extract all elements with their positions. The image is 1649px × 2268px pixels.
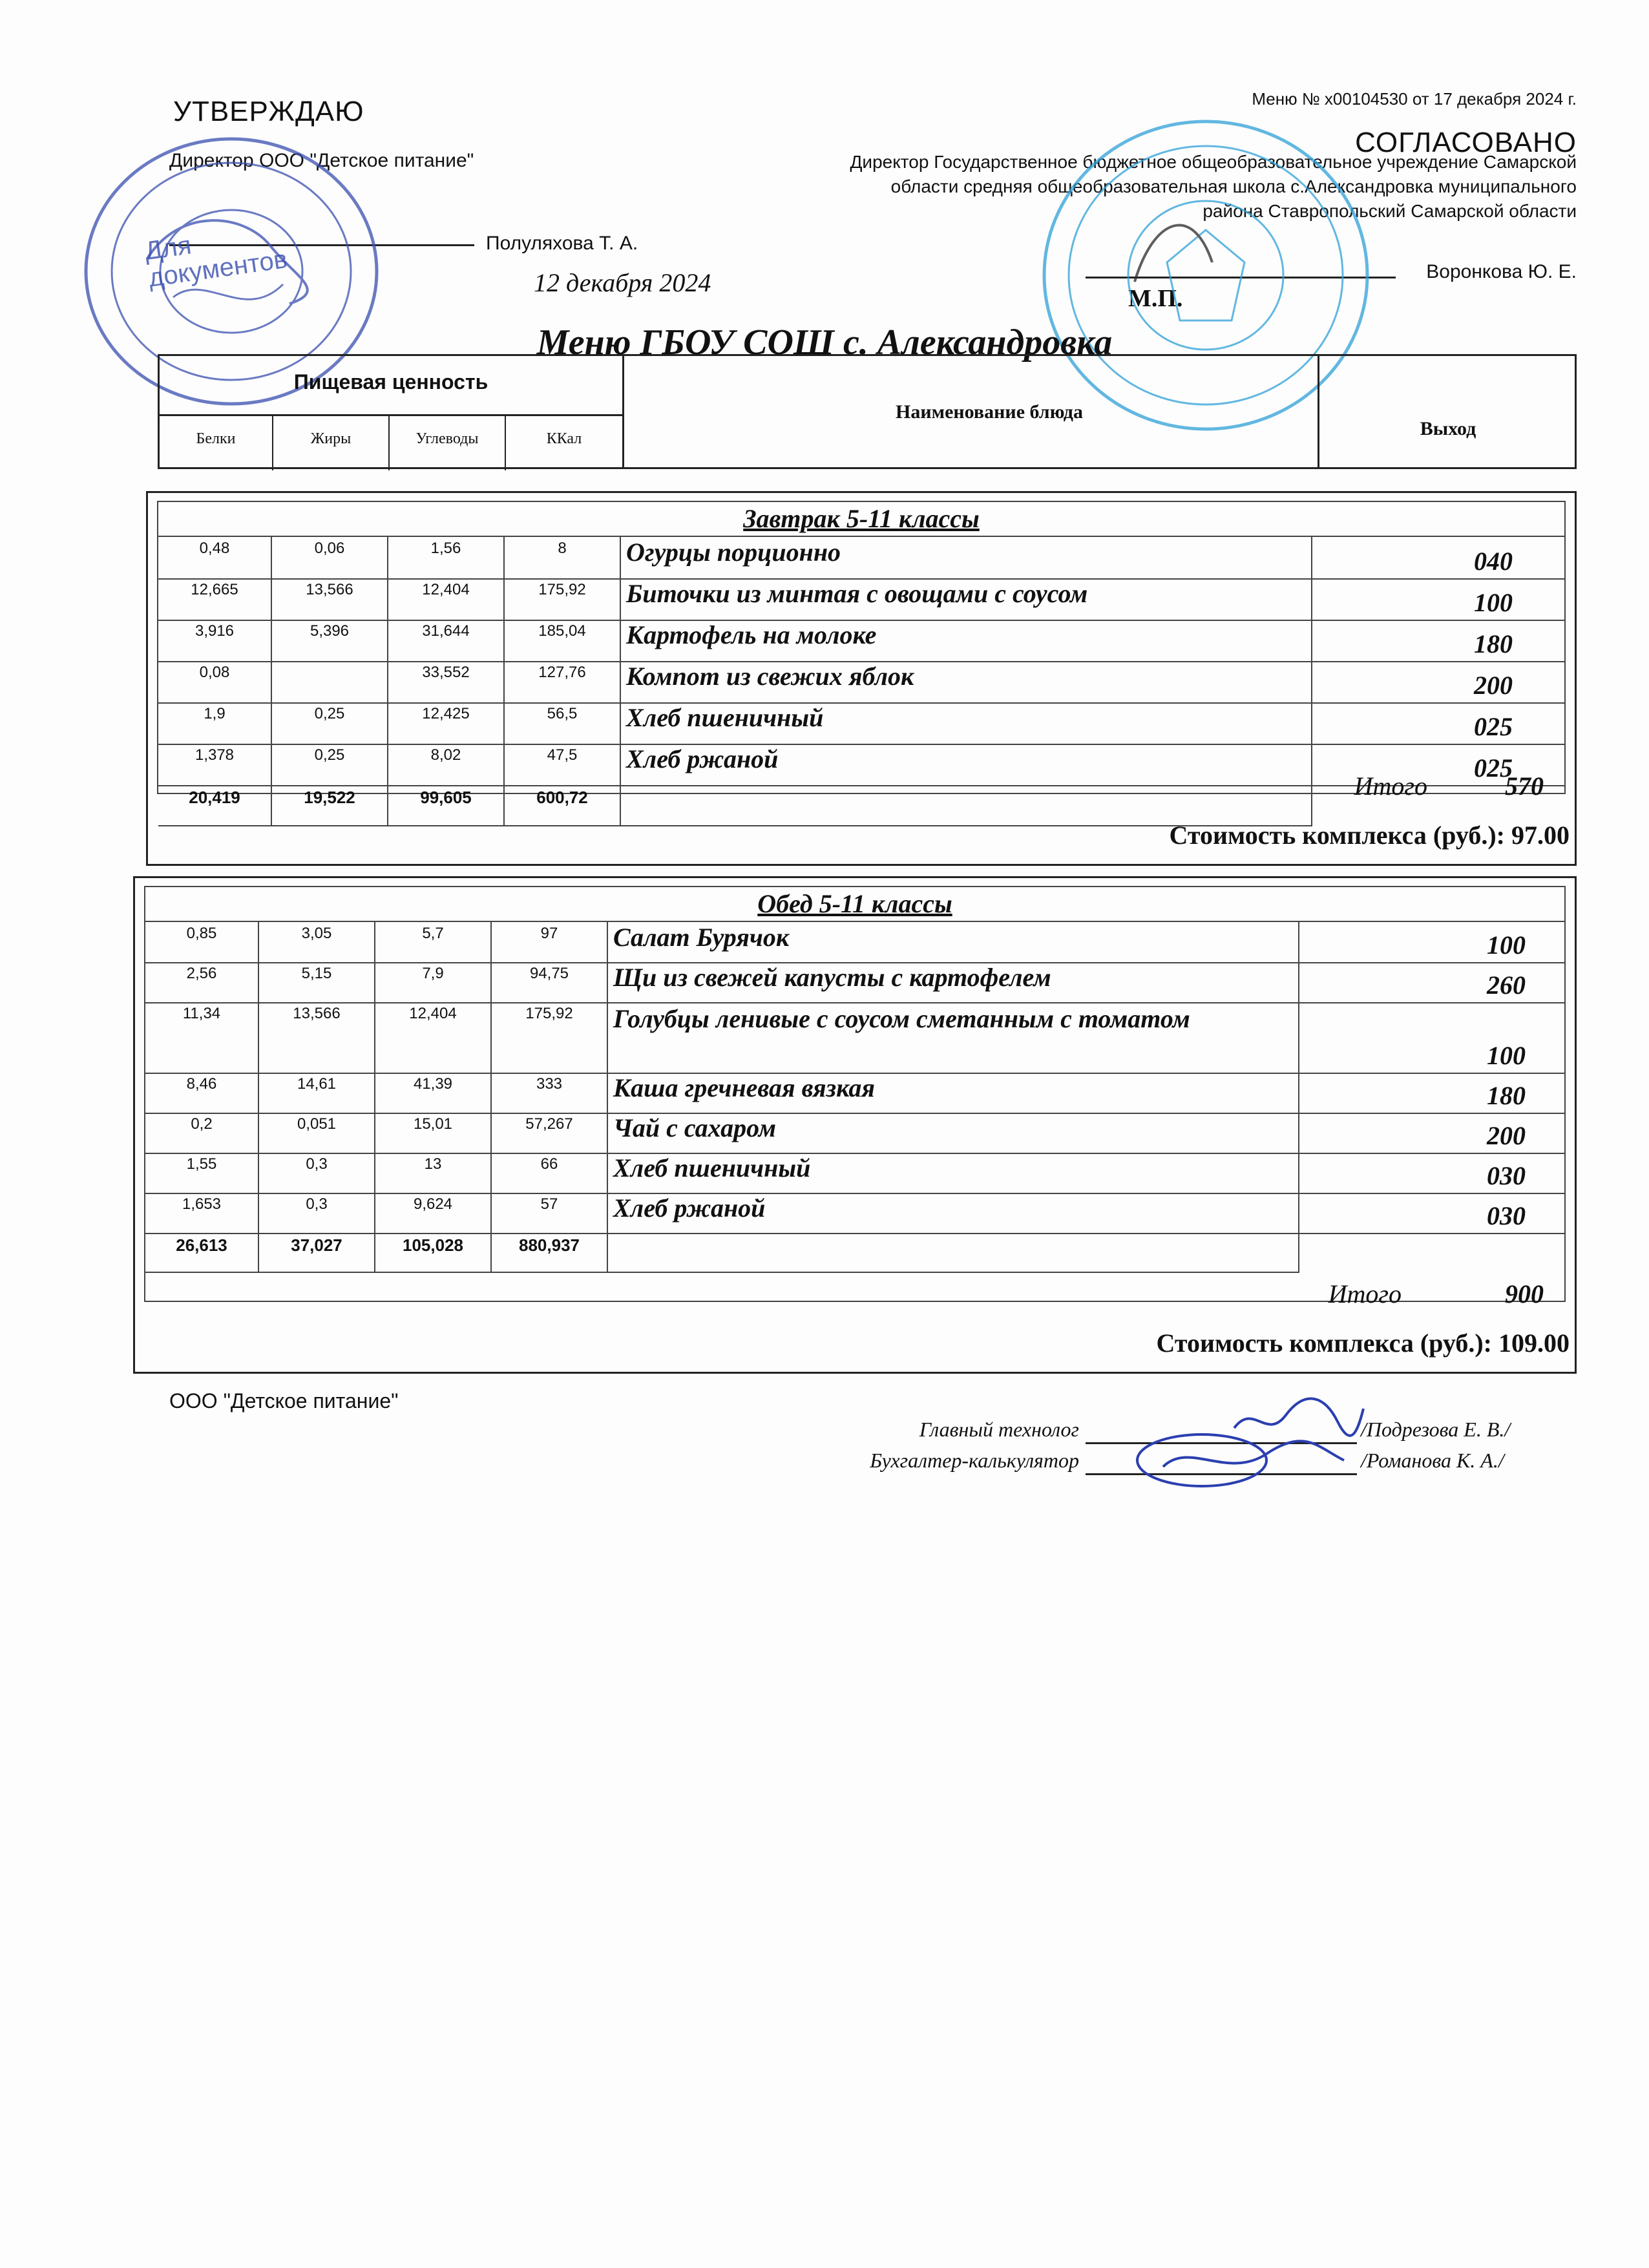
agree-position-line: Директор Государственное бюджетное общеобразовательное учреждение Самарской [850,152,1577,172]
dish-output: 030 [1487,1160,1526,1190]
protein-header: Белки [160,416,273,470]
protein-cell: 11,34 [145,1002,259,1073]
dish-name: Огурцы порционно [621,537,1312,578]
table-row [158,620,1564,662]
carbs-cell: 8,02 [388,744,505,785]
dish-name: Хлеб пшеничный [608,1153,1299,1193]
nutrition-subheaders [160,414,622,470]
fat-cell: 14,61 [259,1073,375,1113]
carbs-total: 99,605 [388,785,505,826]
breakfast-table [157,501,1566,807]
left-stamp-inner-text: Для документов [143,231,289,293]
agree-title: СОГЛАСОВАНО [1355,127,1577,158]
lunch-block [133,876,1577,1374]
protein-cell: 0,48 [158,537,272,578]
table-row [158,661,1564,704]
dish-name: Хлеб ржаной [608,1193,1299,1233]
kcal-cell: 185,04 [505,620,621,661]
kcal-cell: 94,75 [492,962,608,1002]
table-row [145,1002,1564,1074]
approve-title: УТВЕРЖДАЮ [173,96,364,127]
kcal-cell: 66 [492,1153,608,1193]
kcal-cell: 57 [492,1193,608,1233]
dish-output: 260 [1487,971,1526,1000]
lunch-total-label: Итого [1328,1279,1402,1308]
kcal-cell: 8 [505,537,621,578]
total-output-empty [1299,1233,1571,1273]
accountant-name: /Романова К. А./ [1361,1449,1504,1472]
dish-output: 100 [1474,588,1513,617]
breakfast-title: Завтрак 5-11 классы [158,502,1564,537]
carbs-cell: 7,9 [375,962,492,1002]
kcal-total: 880,937 [492,1233,608,1273]
dish-output: 025 [1474,753,1513,782]
carbs-total: 105,028 [375,1233,492,1273]
lunch-cost: Стоимость комплекса (руб.): 109.00 [1156,1328,1570,1358]
carbs-cell: 31,644 [388,620,505,661]
lunch-table [144,886,1566,1302]
output-divider [1318,356,1319,468]
carbs-cell: 12,404 [388,578,505,620]
protein-cell: 1,55 [145,1153,259,1193]
technologist-name: /Подрезова Е. В./ [1361,1418,1511,1441]
dish-name: Компот из свежих яблок [621,661,1312,702]
table-row [145,922,1564,963]
approve-date: 12 декабря 2024 [534,268,711,297]
carbs-cell: 41,39 [375,1073,492,1113]
carbs-cell: 33,552 [388,661,505,702]
protein-cell: 0,08 [158,661,272,702]
protein-cell: 3,916 [158,620,272,661]
fat-cell: 0,25 [272,702,388,744]
dish-name: Картофель на молоке [621,620,1312,661]
protein-cell: 8,46 [145,1073,259,1113]
nutrition-header [160,356,624,468]
kcal-header: ККал [546,430,582,447]
total-row [145,1233,1564,1273]
fat-header: Жиры [273,416,390,470]
breakfast-total-output: 570 [1505,772,1544,801]
dish-name: Биточки из минтая с овощами с соусом [621,578,1312,620]
dish-output: 040 [1474,547,1513,576]
table-row [145,1113,1564,1154]
protein-cell: 0,2 [145,1113,259,1153]
dish-name-header: Наименование блюда [896,401,1083,423]
table-row [158,537,1564,580]
fat-cell: 5,15 [259,962,375,1002]
fat-cell: 0,06 [272,537,388,578]
table-row [145,1073,1564,1114]
table-row [145,1153,1564,1194]
stamp-place-label: М.П. [1128,285,1183,312]
dish-output: 030 [1487,1201,1526,1230]
carbs-header: Углеводы [390,416,506,470]
table-row [158,702,1564,745]
table-row [145,1193,1564,1234]
protein-total: 20,419 [158,785,272,826]
kcal-cell: 175,92 [505,578,621,620]
fat-total: 37,027 [259,1233,375,1273]
fat-cell: 0,051 [259,1113,375,1153]
carbs-cell: 15,01 [375,1113,492,1153]
breakfast-cost: Стоимость комплекса (руб.): 97.00 [1169,821,1570,850]
fat-cell: 0,25 [272,744,388,785]
fat-cell: 5,396 [272,620,388,661]
fat-total: 19,522 [272,785,388,826]
kcal-cell: 333 [492,1073,608,1113]
fat-cell: 13,566 [259,1002,375,1073]
carbs-cell: 12,404 [375,1002,492,1073]
lunch-title: Обед 5-11 классы [145,887,1564,922]
kcal-cell: 97 [492,922,608,962]
fat-cell [272,661,388,702]
kcal-cell: 56,5 [505,702,621,744]
technologist-role: Главный технолог [919,1418,1079,1441]
protein-cell: 1,653 [145,1193,259,1233]
carbs-cell: 13 [375,1153,492,1193]
dish-output: 180 [1474,629,1513,658]
table-row [158,578,1564,621]
dish-name: Хлеб пшеничный [621,702,1312,744]
table-header [158,354,1577,469]
accountant-signature [1124,1422,1357,1493]
kcal-total: 600,72 [505,785,621,826]
kcal-cell: 175,92 [492,1002,608,1073]
menu-number: Меню № х00104530 от 17 декабря 2024 г. [1252,89,1577,109]
protein-cell: 12,665 [158,578,272,620]
kcal-cell: 127,76 [505,661,621,702]
carbs-cell: 9,624 [375,1193,492,1233]
dish-name: Каша гречневая вязкая [608,1073,1299,1113]
total-spacer [608,1233,1299,1273]
dish-output: 180 [1487,1080,1526,1110]
output-header: Выход [1420,418,1476,439]
accountant-role: Бухгалтер-калькулятор [870,1449,1079,1472]
document-title: Меню ГБОУ СОШ с. Александровка [536,322,1113,362]
protein-cell: 1,9 [158,702,272,744]
lunch-total-output: 900 [1505,1279,1544,1308]
fat-cell: 0,3 [259,1193,375,1233]
dish-output: 025 [1474,712,1513,741]
breakfast-rows [158,537,1564,807]
dish-output: 100 [1487,1040,1526,1070]
dish-output: 100 [1487,930,1526,960]
dish-name: Щи из свежей капусты с картофелем [608,962,1299,1002]
kcal-cell: 57,267 [492,1113,608,1153]
agree-name: Воронкова Ю. Е. [1426,261,1577,282]
dish-name: Голубцы ленивые с соусом сметанным с томатом [608,1002,1299,1073]
approve-name: Полуляхова Т. А. [486,233,638,254]
protein-cell: 1,378 [158,744,272,785]
dish-output: 200 [1474,671,1513,700]
dish-name: Хлеб ржаной [621,744,1312,785]
carbs-cell: 1,56 [388,537,505,578]
breakfast-block [146,491,1577,866]
fat-cell: 13,566 [272,578,388,620]
breakfast-total-label: Итого [1354,772,1427,801]
dish-name: Чай с сахаром [608,1113,1299,1153]
footer-org: ООО "Детское питание" [169,1389,399,1412]
fat-cell: 0,3 [259,1153,375,1193]
lunch-rows [145,922,1564,1301]
table-row [145,962,1564,1003]
carbs-cell: 5,7 [375,922,492,962]
dish-output: 200 [1487,1120,1526,1150]
agree-position-line: области средняя общеобразовательная школа с.Александровка муниципального [890,176,1577,196]
nutrition-title: Пищевая ценность [293,370,488,394]
dish-name: Салат Бурячок [608,922,1299,962]
approve-position: Директор ООО "Детское питание" [169,150,474,171]
protein-cell: 0,85 [145,922,259,962]
agree-position-line: района Ставропольский Самарской области [1203,201,1577,221]
protein-total: 26,613 [145,1233,259,1273]
protein-cell: 2,56 [145,962,259,1002]
carbs-cell: 12,425 [388,702,505,744]
fat-cell: 3,05 [259,922,375,962]
kcal-cell: 47,5 [505,744,621,785]
